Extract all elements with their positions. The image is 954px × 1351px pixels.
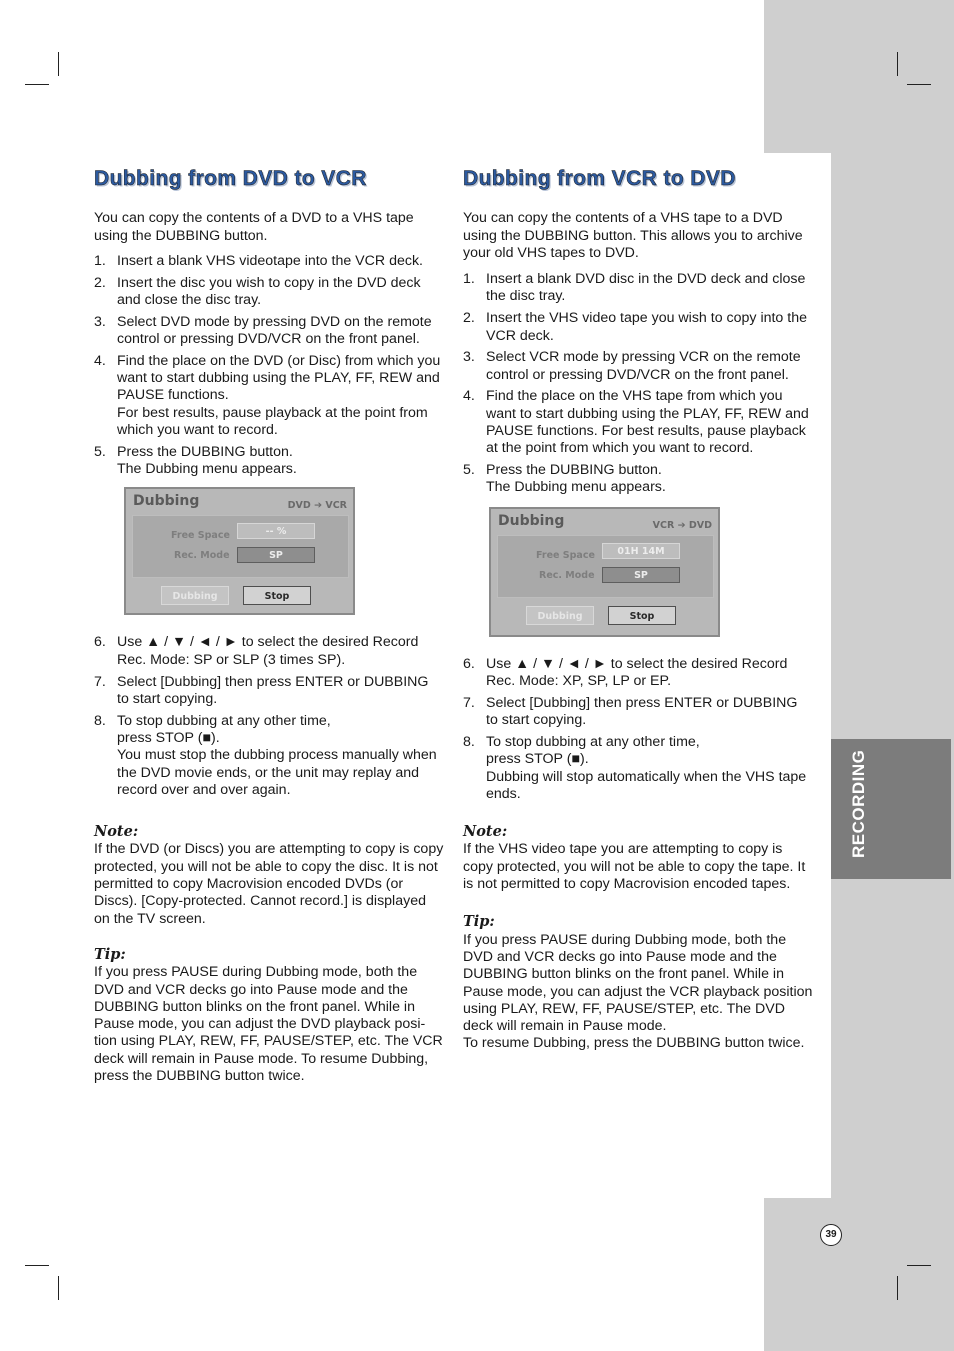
step-number: 5. [463, 462, 475, 479]
crop-mark [58, 52, 59, 76]
page-number: 39 [820, 1224, 842, 1246]
list-item [463, 734, 813, 803]
step-text: Insert a blank VHS videotape into the VCR deck. [117, 252, 423, 269]
tip-heading: Tip: [463, 913, 495, 931]
left-intro: You can copy the contents of a DVD to a VHS tape using the DUBBING button. [94, 210, 414, 244]
step-number: 4. [94, 352, 106, 369]
dubbing-button[interactable]: Dubbing [161, 586, 229, 605]
crop-mark [907, 84, 931, 85]
section-tab-label: RECORDING [849, 749, 868, 858]
dubbing-menu-vcr-to-dvd [489, 507, 720, 637]
right-title: Dubbing from VCR to DVD [463, 167, 736, 190]
step-number: 1. [463, 271, 475, 288]
note-text: If the DVD (or Discs) you are attempting to copy is copy protected, you will not be able to copy the disc. It is not permitted to copy Macrovision encoded DVDs (or Discs). [Copy-protected. Cannot record.] is displayed on the TV screen. [94, 841, 444, 927]
right-steps-a [463, 271, 813, 497]
step-text: press STOP (■). [117, 729, 220, 746]
step-number: 2. [463, 310, 475, 327]
step-text: Select [Dubbing] then press ENTER or DUBBING to start copying. [117, 673, 429, 707]
step-text: Use ▲ / ▼ / ◄ / ► to select the desired Record Rec. Mode: SP or SLP (3 times SP). [117, 634, 419, 668]
menu-direction: DVD ➔ VCR [287, 500, 347, 512]
crop-mark [25, 84, 49, 85]
free-space-value: -- % [237, 523, 315, 539]
step-text: Select DVD mode by pressing DVD on the remote control or pressing DVD/VCR on the front panel. [117, 313, 432, 348]
step-text: Use ▲ / ▼ / ◄ / ► to select the desired Record Rec. Mode: XP, SP, LP or EP. [486, 655, 788, 690]
crop-mark [897, 52, 898, 76]
left-steps-a [94, 253, 444, 479]
crop-mark [25, 1265, 49, 1266]
crop-mark [907, 1265, 931, 1266]
step-number: 1. [94, 252, 106, 269]
step-text: For best results, pause playback at the point from which you want to record. [117, 404, 428, 439]
list-item [94, 634, 444, 669]
rec-mode-select[interactable]: SP [602, 567, 680, 583]
free-space-value: 01H 14M [602, 543, 680, 559]
list-item [94, 713, 444, 799]
list-item [463, 310, 813, 345]
step-number: 5. [94, 443, 106, 460]
step-text: Select [Dubbing] then press ENTER or DUBBING to start copying. [486, 694, 798, 729]
right-steps-b [463, 656, 813, 803]
list-item [94, 353, 444, 439]
step-text: Find the place on the VHS tape from which you want to start dubbing using the PLAY, FF, REW and PAUSE functions. For best results, pause playback at the point from which you want to record. [486, 388, 809, 457]
step-number: 8. [94, 712, 106, 729]
step-number: 7. [463, 694, 475, 711]
step-text: Dubbing will stop automatically when the VHS tape ends. [486, 768, 807, 802]
list-item [463, 271, 813, 306]
dubbing-button[interactable]: Dubbing [526, 606, 594, 625]
step-number: 2. [94, 274, 106, 291]
list-item [463, 656, 813, 691]
right-column [463, 167, 813, 1061]
step-number: 8. [463, 733, 475, 750]
step-number: 6. [94, 634, 106, 651]
step-text: The Dubbing menu appears. [117, 461, 297, 478]
step-text: Press the DUBBING button. [117, 443, 293, 460]
tip-text: If you press PAUSE during Dubbing mode, both the DVD and VCR decks go into Pause mode and the DUBBING button blinks on the front panel. While in Pause mode, you can adjust the VCR playback position using PLAY, REW, FF, PAUSE/STEP, etc. The DVD deck will remain in Pause mode. To resume Dubbing, press the DUBBING button twice. [463, 931, 813, 1052]
step-text: Select VCR mode by pressing VCR on the remote control or pressing DVD/VCR on the front panel. [486, 349, 801, 383]
step-text: The Dubbing menu appears. [486, 479, 666, 496]
note-heading: Note: [94, 823, 139, 841]
rec-mode-label: Rec. Mode [539, 569, 595, 581]
menu-title: Dubbing [133, 493, 200, 510]
step-text: press STOP (■). [486, 751, 589, 768]
step-text: Insert a blank DVD disc in the DVD deck and close the disc tray. [486, 271, 806, 305]
step-text: Insert the VHS video tape you wish to copy into the VCR deck. [486, 310, 807, 344]
menu-title: Dubbing [498, 512, 565, 529]
note-text: If the VHS video tape you are attempting to copy is copy protected, you will not be able to copy the tape. It is not permitted to copy Macrovision encoded tapes. [463, 841, 806, 893]
side-margin-band [831, 153, 954, 1198]
step-number: 6. [463, 655, 475, 672]
step-text: Insert the disc you wish to copy in the DVD deck and close the disc tray. [117, 274, 421, 308]
step-text: Press the DUBBING button. [486, 462, 662, 479]
right-intro: You can copy the contents of a VHS tape to a DVD using the DUBBING button. This allows you to archive your old VHS tapes to DVD. [463, 210, 803, 261]
left-steps-b [94, 634, 444, 799]
list-item [94, 275, 444, 310]
step-text: To stop dubbing at any other time, [117, 712, 331, 729]
list-item [463, 695, 813, 730]
list-item [94, 444, 444, 479]
stop-button[interactable]: Stop [608, 606, 676, 625]
free-space-label: Free Space [171, 530, 230, 542]
side-margin-bottom [764, 1198, 954, 1351]
left-title: Dubbing from DVD to VCR [94, 167, 367, 190]
free-space-label: Free Space [536, 549, 595, 561]
rec-mode-label: Rec. Mode [174, 550, 230, 562]
crop-mark [897, 1276, 898, 1300]
note-heading: Note: [463, 823, 508, 841]
menu-direction: VCR ➔ DVD [652, 519, 712, 531]
stop-button[interactable]: Stop [243, 586, 311, 605]
list-item [94, 253, 444, 270]
list-item [94, 674, 444, 709]
list-item [94, 314, 444, 349]
step-text: You must stop the dubbing process manually when the DVD movie ends, or the unit may replay and record over and over again. [117, 747, 437, 798]
list-item [463, 462, 813, 497]
crop-mark [58, 1276, 59, 1300]
step-text: Find the place on the DVD (or Disc) from which you want to start dubbing using the PLAY, FF, REW and PAUSE functions. [117, 352, 441, 404]
tip-heading: Tip: [94, 945, 126, 963]
left-column [94, 167, 444, 1093]
list-item [463, 388, 813, 457]
list-item [463, 349, 813, 384]
step-number: 7. [94, 673, 106, 690]
step-number: 4. [463, 388, 475, 405]
step-number: 3. [463, 349, 475, 366]
rec-mode-select[interactable]: SP [237, 547, 315, 563]
menu-settings-panel [132, 515, 349, 578]
step-text: To stop dubbing at any other time, [486, 733, 700, 750]
menu-settings-panel [497, 535, 714, 598]
side-margin-top [764, 0, 954, 153]
tip-text: If you press PAUSE during Dubbing mode, both the DVD and VCR decks go into Pause mode and the DUBBING button blinks on the front panel. While in Pause mode, you can adjust the DVD playback posi-tion using PLAY, REW, FF, PAUSE/STEP, etc. The VCR deck will remain in Pause mode. To resume Dubbing, press the DUBBING button twice. [94, 964, 443, 1084]
dubbing-menu-dvd-to-vcr [124, 487, 355, 615]
step-number: 3. [94, 313, 106, 330]
